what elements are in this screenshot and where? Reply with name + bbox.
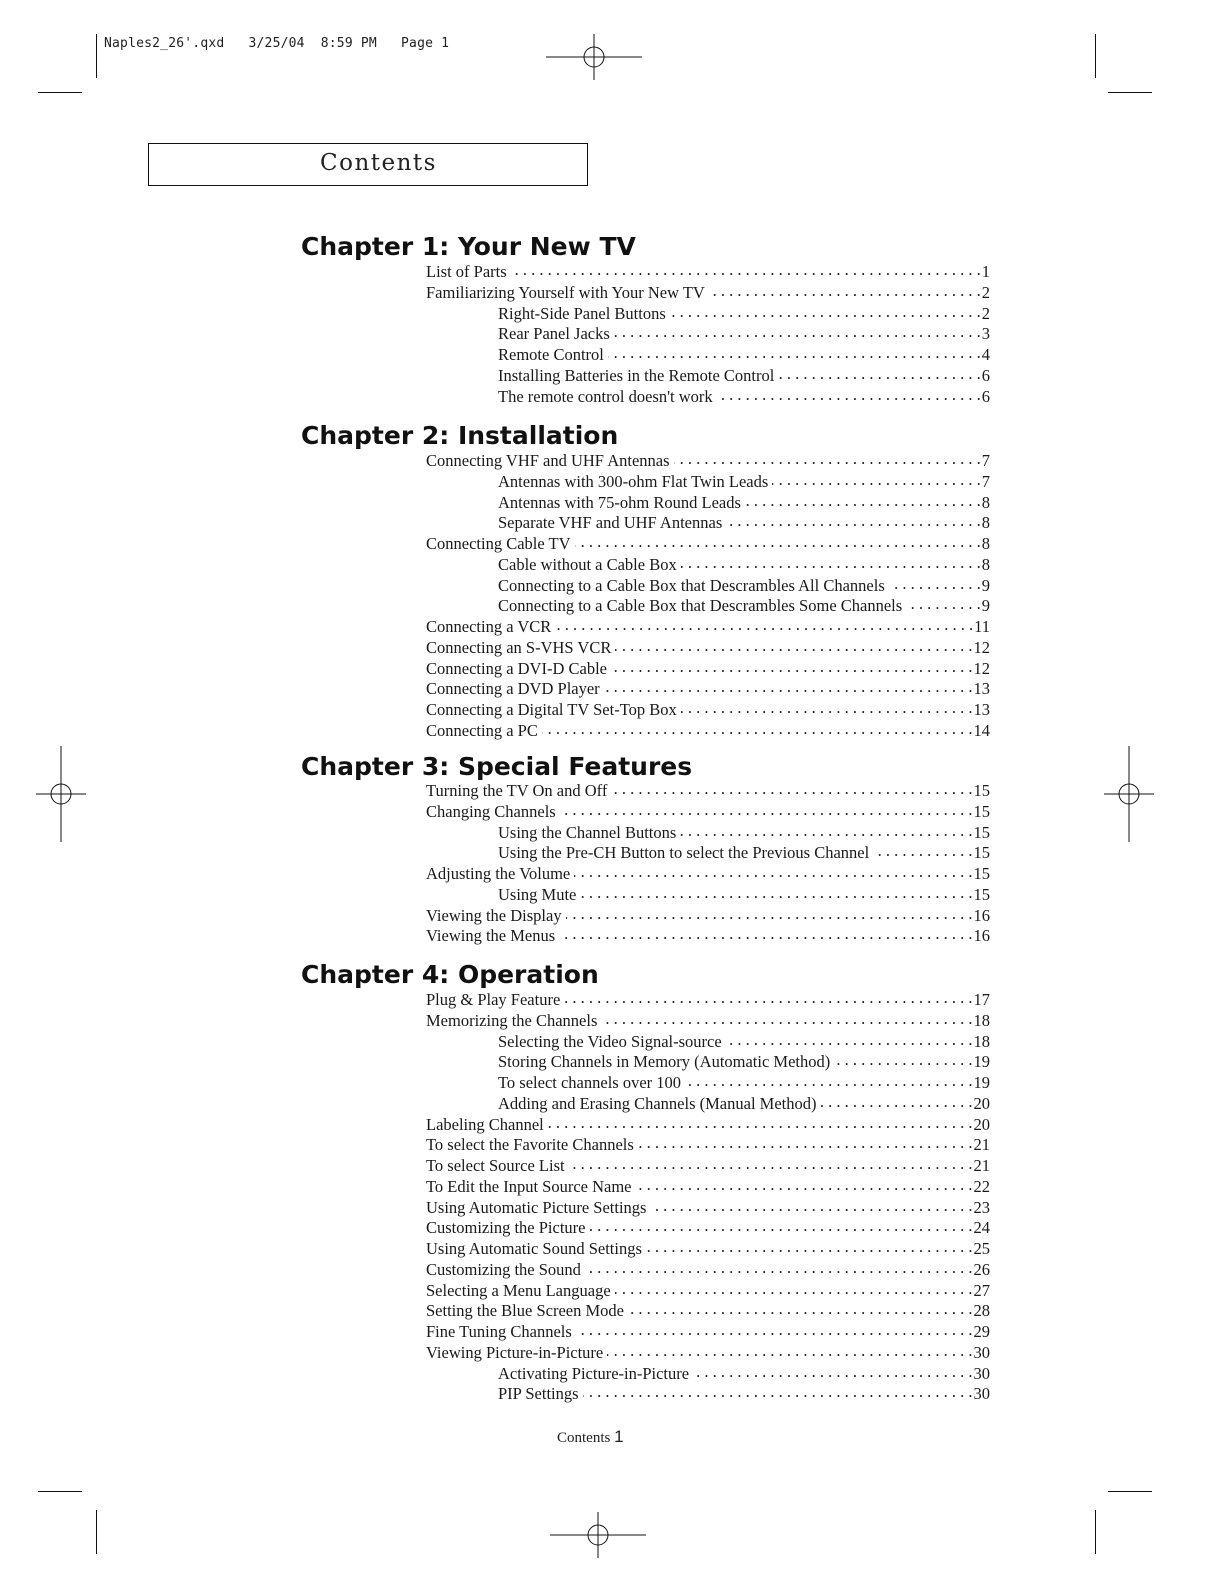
toc-entry-page: 30 bbox=[973, 1342, 990, 1362]
crop-mark bbox=[38, 1491, 82, 1492]
dot-leader bbox=[772, 473, 980, 487]
toc-entry-page: 15 bbox=[973, 781, 990, 800]
dot-leader bbox=[873, 844, 972, 858]
toc-entry-page: 29 bbox=[973, 1322, 990, 1341]
dot-leader bbox=[566, 907, 973, 921]
toc-entry-title: Antennas with 75-ohm Round Leads bbox=[498, 492, 741, 512]
dot-leader bbox=[681, 701, 973, 715]
toc-entry bbox=[498, 493, 990, 513]
toc-entry-title: Connecting VHF and UHF Antennas bbox=[426, 451, 670, 470]
toc-entry bbox=[426, 1011, 990, 1031]
toc-entry bbox=[426, 990, 990, 1010]
dot-leader bbox=[569, 1157, 973, 1171]
toc-entry-title: List of Parts bbox=[426, 262, 507, 281]
toc-entry bbox=[498, 324, 990, 344]
toc-entry bbox=[498, 823, 990, 843]
toc-entry-page: 9 bbox=[981, 596, 990, 616]
toc-entry-title: Cable without a Cable Box bbox=[498, 554, 677, 574]
toc-entry bbox=[426, 721, 990, 741]
toc-entry-page: 21 bbox=[973, 1135, 990, 1155]
toc-entry-page: 8 bbox=[981, 554, 990, 574]
toc-entry-page: 14 bbox=[973, 720, 990, 740]
toc-entry-page: 23 bbox=[973, 1197, 990, 1217]
toc-entry bbox=[498, 1073, 990, 1093]
toc-entry-page: 30 bbox=[973, 1363, 990, 1383]
dot-leader bbox=[615, 639, 972, 653]
toc-entry bbox=[498, 576, 990, 596]
dot-leader bbox=[555, 618, 973, 632]
toc-entry bbox=[498, 1052, 990, 1072]
toc-entry bbox=[426, 700, 990, 720]
toc-entry bbox=[426, 1239, 990, 1259]
toc-entry bbox=[426, 906, 990, 926]
toc-entry-title: Separate VHF and UHF Antennas bbox=[498, 513, 723, 533]
toc-entry-title: Connecting a Digital TV Set-Top Box bbox=[426, 700, 677, 719]
dot-leader bbox=[560, 803, 973, 817]
toc-entry-title: Antennas with 300-ohm Flat Twin Leads bbox=[498, 471, 769, 491]
print-slug bbox=[104, 36, 449, 51]
toc-entry-page: 20 bbox=[973, 1114, 990, 1134]
slug-time: 8:59 PM bbox=[320, 36, 377, 51]
toc-entry-page: 2 bbox=[981, 282, 990, 302]
toc-entry-title: Connecting Cable TV bbox=[426, 534, 571, 553]
dot-leader bbox=[636, 1178, 973, 1192]
toc-entry-title: PIP Settings bbox=[498, 1384, 579, 1404]
crop-mark bbox=[96, 1510, 97, 1554]
toc-entry bbox=[498, 387, 990, 407]
toc-entry bbox=[426, 1301, 990, 1321]
toc-entry bbox=[498, 1384, 990, 1404]
toc-entry-title: To Edit the Input Source Name bbox=[426, 1176, 632, 1196]
toc-entry bbox=[498, 1364, 990, 1384]
toc-entry-title: Connecting a PC bbox=[426, 720, 538, 740]
toc-entry-title: Viewing the Menus bbox=[426, 926, 556, 946]
chapter-heading: Chapter 4: Operation bbox=[301, 960, 599, 989]
dot-leader bbox=[628, 1302, 973, 1316]
toc-entry-title: Right-Side Panel Buttons bbox=[498, 303, 666, 323]
toc-entry-title: Selecting the Video Signal-source bbox=[498, 1031, 722, 1051]
toc-entry bbox=[498, 885, 990, 905]
toc-entry-title: To select the Favorite Channels bbox=[426, 1135, 634, 1155]
toc-entry-page: 6 bbox=[981, 386, 990, 406]
dot-leader bbox=[685, 1074, 972, 1088]
toc-entry-page: 12 bbox=[973, 637, 990, 657]
toc-entry bbox=[498, 366, 990, 386]
toc-entry bbox=[498, 345, 990, 365]
dot-leader bbox=[575, 535, 981, 549]
dot-leader bbox=[601, 1012, 972, 1026]
toc-entry bbox=[426, 679, 990, 699]
toc-entry-title: Setting the Blue Screen Mode bbox=[426, 1301, 624, 1321]
toc-entry-title: Selecting a Menu Language bbox=[426, 1280, 611, 1300]
toc-entry-page: 18 bbox=[973, 1031, 990, 1051]
toc-entry-title: Connecting a DVI-D Cable bbox=[426, 658, 607, 678]
toc-entry-title: The remote control doesn't work bbox=[498, 386, 713, 406]
toc-entry-title: Labeling Channel bbox=[426, 1114, 544, 1134]
toc-entry bbox=[426, 638, 990, 658]
toc-entry-page: 6 bbox=[981, 365, 990, 385]
dot-leader bbox=[834, 1053, 972, 1067]
dot-leader bbox=[559, 927, 972, 941]
toc-entry-title: Fine Tuning Channels bbox=[426, 1322, 572, 1341]
toc-entry-page: 18 bbox=[973, 1010, 990, 1030]
toc-entry-page: 7 bbox=[981, 451, 990, 470]
toc-entry-page: 22 bbox=[973, 1176, 990, 1196]
toc-entry-page: 2 bbox=[981, 303, 990, 323]
chapter-heading: Chapter 1: Your New TV bbox=[301, 232, 636, 261]
footer-label: Contents bbox=[557, 1430, 611, 1446]
toc-entry-title: Connecting an S-VHS VCR bbox=[426, 637, 612, 657]
toc-entry-title: Connecting to a Cable Box that Descrambles Some Channels bbox=[498, 596, 903, 616]
toc-entry-page: 21 bbox=[973, 1156, 990, 1175]
toc-entry-title: To select channels over 100 bbox=[498, 1073, 682, 1092]
dot-leader bbox=[726, 514, 981, 528]
toc-entry bbox=[498, 513, 990, 533]
registration-mark-icon bbox=[36, 746, 86, 842]
toc-entry bbox=[426, 1281, 990, 1301]
toc-entry-page: 1 bbox=[981, 262, 990, 281]
dot-leader bbox=[670, 305, 981, 319]
toc-entry-page: 15 bbox=[973, 884, 990, 904]
crop-mark bbox=[1095, 1510, 1096, 1554]
toc-entry-page: 25 bbox=[973, 1239, 990, 1258]
page-title: Contents bbox=[320, 150, 437, 176]
toc-entry-page: 7 bbox=[981, 471, 990, 491]
toc-entry-page: 16 bbox=[973, 926, 990, 946]
dot-leader bbox=[574, 865, 972, 879]
toc-entry-page: 26 bbox=[973, 1259, 990, 1279]
toc-entry-page: 13 bbox=[973, 700, 990, 719]
toc-entry-title: Viewing the Display bbox=[426, 905, 562, 925]
toc-entry-title: Using the Channel Buttons bbox=[498, 822, 677, 842]
dot-leader bbox=[693, 1365, 972, 1379]
dot-leader bbox=[709, 284, 981, 298]
slug-date: 3/25/04 bbox=[248, 36, 305, 51]
chapter-heading: Chapter 3: Special Features bbox=[301, 752, 693, 781]
toc-entry-page: 19 bbox=[973, 1052, 990, 1072]
toc-entry-title: Using the Pre-CH Button to select the Previous Channel bbox=[498, 843, 870, 863]
toc-entry-title: Using Automatic Picture Settings bbox=[426, 1197, 647, 1217]
toc-entry bbox=[426, 1156, 990, 1176]
toc-entry-title: Rear Panel Jacks bbox=[498, 324, 610, 344]
toc-entry bbox=[426, 1322, 990, 1342]
toc-entry-page: 20 bbox=[973, 1093, 990, 1113]
toc-entry-page: 27 bbox=[973, 1280, 990, 1300]
dot-leader bbox=[615, 1282, 973, 1296]
toc-entry-page: 3 bbox=[981, 324, 990, 344]
dot-leader bbox=[614, 325, 981, 339]
toc-entry-title: Installing Batteries in the Remote Control bbox=[498, 365, 775, 385]
registration-mark-icon bbox=[550, 1510, 646, 1560]
toc-entry-page: 16 bbox=[973, 905, 990, 925]
toc-entry bbox=[426, 262, 990, 282]
dot-leader bbox=[650, 1199, 972, 1213]
crop-mark bbox=[96, 34, 97, 78]
toc-entry-page: 11 bbox=[974, 617, 990, 636]
toc-entry bbox=[426, 781, 990, 801]
toc-entry-page: 12 bbox=[973, 658, 990, 678]
toc-entry bbox=[426, 864, 990, 884]
toc-entry-page: 15 bbox=[973, 822, 990, 842]
toc-entry-title: Turning the TV On and Off bbox=[426, 781, 608, 800]
dot-leader bbox=[589, 1219, 972, 1233]
dot-leader bbox=[717, 388, 981, 402]
toc-entry bbox=[426, 1198, 990, 1218]
toc-entry bbox=[426, 1115, 990, 1135]
toc-entry-page: 8 bbox=[981, 513, 990, 533]
toc-entry-title: Connecting a VCR bbox=[426, 617, 552, 636]
toc-entry bbox=[426, 1218, 990, 1238]
dot-leader bbox=[511, 263, 981, 277]
dot-leader bbox=[548, 1116, 973, 1130]
toc-entry bbox=[426, 534, 990, 554]
toc-entry-title: To select Source List bbox=[426, 1156, 565, 1175]
toc-entry bbox=[498, 596, 990, 616]
toc-entry-page: 28 bbox=[973, 1301, 990, 1321]
dot-leader bbox=[607, 1344, 972, 1358]
toc-entry-title: Changing Channels bbox=[426, 801, 556, 821]
dot-leader bbox=[576, 1323, 973, 1337]
dot-leader bbox=[778, 367, 980, 381]
toc-entry bbox=[426, 659, 990, 679]
toc-entry bbox=[426, 283, 990, 303]
toc-entry-page: 17 bbox=[973, 990, 990, 1009]
toc-entry bbox=[498, 555, 990, 575]
dot-leader bbox=[646, 1240, 973, 1254]
crop-mark bbox=[38, 92, 82, 93]
toc-entry bbox=[498, 472, 990, 492]
toc-entry-title: Using Mute bbox=[498, 884, 577, 904]
dot-leader bbox=[604, 680, 973, 694]
toc-entry-page: 9 bbox=[981, 575, 990, 595]
registration-mark-icon bbox=[1104, 746, 1154, 842]
toc-entry-page: 4 bbox=[981, 345, 990, 364]
toc-entry-title: Plug & Play Feature bbox=[426, 990, 561, 1009]
dot-leader bbox=[726, 1033, 973, 1047]
toc-entry-title: Memorizing the Channels bbox=[426, 1010, 598, 1030]
chapter-heading: Chapter 2: Installation bbox=[301, 421, 619, 450]
toc-entry bbox=[426, 617, 990, 637]
toc-entry-title: Adding and Erasing Channels (Manual Method) bbox=[498, 1093, 817, 1113]
dot-leader bbox=[674, 452, 981, 466]
toc-entry bbox=[426, 1343, 990, 1363]
toc-entry-title: Connecting a DVD Player bbox=[426, 679, 600, 699]
crop-mark bbox=[1095, 34, 1096, 78]
toc-entry-page: 15 bbox=[973, 864, 990, 883]
toc-entry-title: Customizing the Picture bbox=[426, 1218, 586, 1238]
toc-entry-title: Using Automatic Sound Settings bbox=[426, 1239, 642, 1258]
dot-leader bbox=[906, 597, 981, 611]
dot-leader bbox=[681, 556, 981, 570]
toc-entry bbox=[426, 1177, 990, 1197]
toc-entry bbox=[426, 451, 990, 471]
toc-entry-title: Activating Picture-in-Picture bbox=[498, 1363, 690, 1383]
toc-entry-page: 30 bbox=[973, 1384, 990, 1404]
dot-leader bbox=[680, 824, 972, 838]
toc-entry-page: 15 bbox=[973, 801, 990, 821]
page-number: 1 bbox=[614, 1427, 624, 1446]
toc-entry-title: Familiarizing Yourself with Your New TV bbox=[426, 282, 705, 302]
toc-entry-title: Customizing the Sound bbox=[426, 1259, 581, 1279]
toc-entry-page: 19 bbox=[973, 1073, 990, 1092]
dot-leader bbox=[820, 1095, 972, 1109]
dot-leader bbox=[611, 782, 972, 796]
crop-mark bbox=[1108, 92, 1152, 93]
toc-entry bbox=[498, 304, 990, 324]
toc-entry-page: 13 bbox=[973, 679, 990, 699]
toc-entry-title: Remote Control bbox=[498, 345, 604, 364]
slug-file: Naples2_26'.qxd bbox=[104, 36, 225, 51]
dot-leader bbox=[564, 991, 972, 1005]
dot-leader bbox=[585, 1261, 973, 1275]
crop-mark bbox=[1108, 1491, 1152, 1492]
dot-leader bbox=[889, 577, 981, 591]
toc-entry bbox=[426, 1260, 990, 1280]
dot-leader bbox=[608, 346, 981, 360]
dot-leader bbox=[580, 886, 972, 900]
dot-leader bbox=[542, 722, 973, 736]
registration-mark-icon bbox=[546, 32, 642, 82]
toc-entry-title: Connecting to a Cable Box that Descrambles All Channels bbox=[498, 575, 885, 595]
toc-entry-page: 8 bbox=[981, 492, 990, 512]
dot-leader bbox=[611, 660, 973, 674]
toc-entry-title: Storing Channels in Memory (Automatic Method) bbox=[498, 1052, 831, 1072]
toc-entry-page: 15 bbox=[973, 843, 990, 863]
dot-leader bbox=[745, 494, 981, 508]
dot-leader bbox=[638, 1136, 973, 1150]
toc-entry bbox=[426, 1135, 990, 1155]
toc-entry bbox=[498, 1094, 990, 1114]
toc-entry bbox=[426, 926, 990, 946]
toc-entry bbox=[498, 843, 990, 863]
toc-entry-title: Adjusting the Volume bbox=[426, 864, 571, 883]
toc-entry-page: 8 bbox=[981, 534, 990, 553]
toc-entry-page: 24 bbox=[973, 1218, 990, 1238]
toc-entry-title: Viewing Picture-in-Picture bbox=[426, 1342, 604, 1362]
toc-entry bbox=[498, 1032, 990, 1052]
toc-entry bbox=[426, 802, 990, 822]
page-footer bbox=[557, 1427, 624, 1447]
dot-leader bbox=[583, 1385, 973, 1399]
slug-page: Page 1 bbox=[401, 36, 450, 51]
